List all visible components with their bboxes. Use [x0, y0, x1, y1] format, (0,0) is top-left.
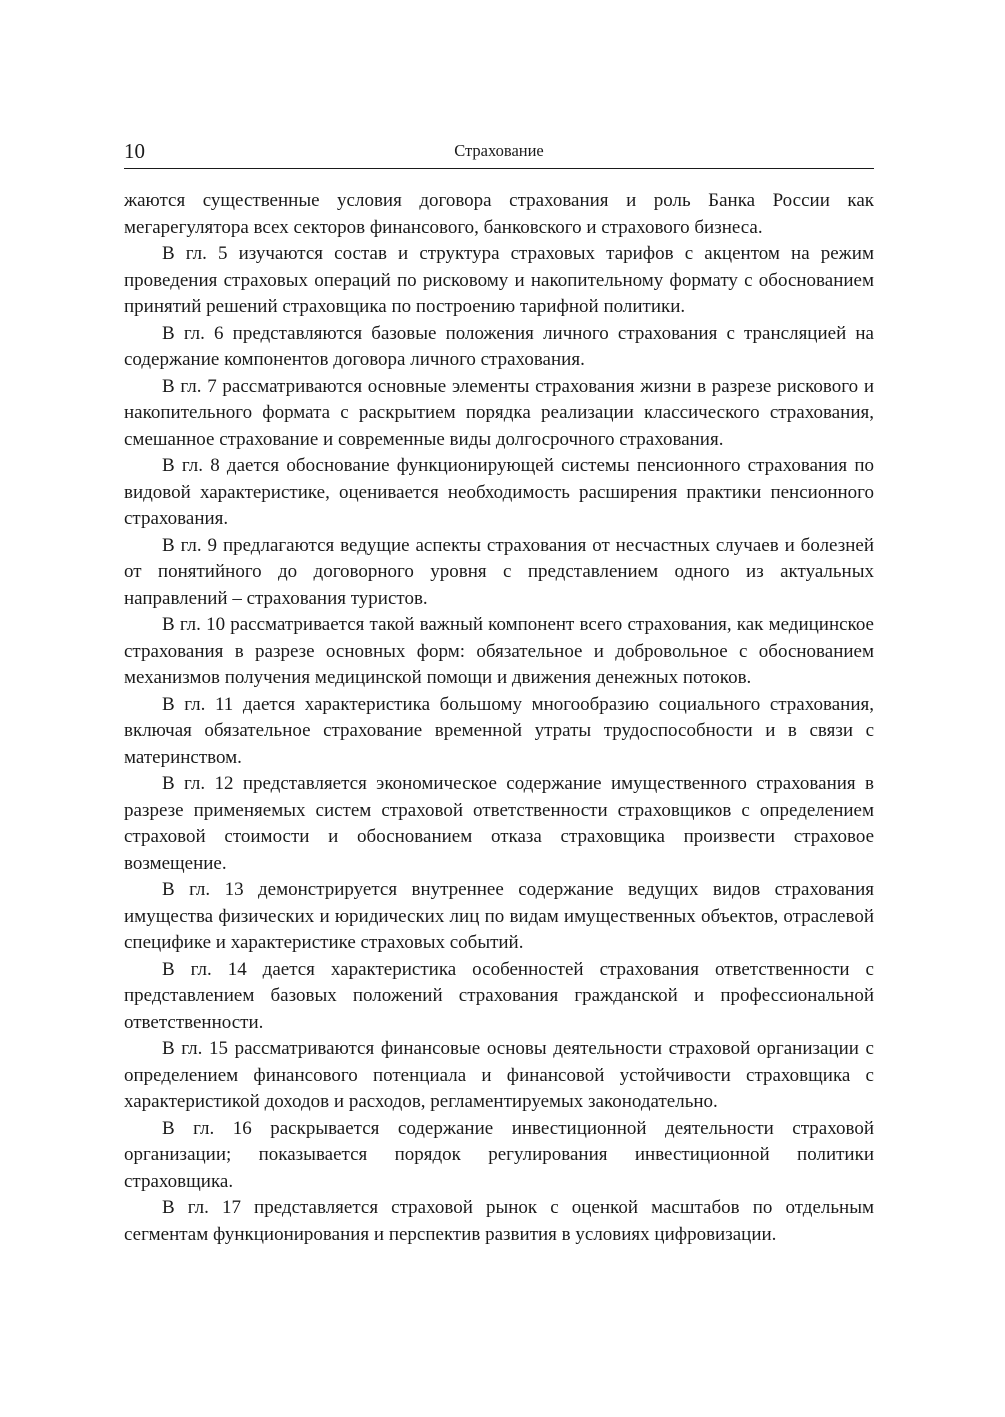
body-text: [124, 188, 874, 1248]
paragraph-chapter-5: В гл. 5 изучаются состав и структура страховых тарифов с акцентом на режим проведения страховых операций по рисковому и накопительному формату с обоснованием принятий решений страховщика по построению тарифной политики.: [124, 243, 874, 317]
paragraph-chapter-8: В гл. 8 дается обоснование функционирующей системы пенсионного страхования по видовой характеристике, оценивается необходимость расширения практики пенсионного страхования.: [124, 455, 874, 529]
paragraph-chapter-7: В гл. 7 рассматриваются основные элементы страхования жизни в разрезе рискового и накопительного формата с раскрытием порядка реализации классического страхования, смешанное страхование и современные виды долгосрочного страхования.: [124, 375, 874, 450]
paragraph-chapter-11: В гл. 11 дается характеристика большому многообразию социального страхования, включая обязательное страхование временной утраты трудоспособности и в связи с материнством.: [124, 693, 874, 768]
paragraph-chapter-13: В гл. 13 демонстрируется внутреннее содержание ведущих видов страхования имущества физических и юридических лиц по видам имущественных объектов, отраслевой специфике и характеристике страховых событий.: [124, 879, 874, 953]
paragraph-continuation: жаются существенные условия договора страхования и роль Банка России как мегарегулятора всех секторов финансового, банковского и страхового бизнеса.: [124, 190, 874, 238]
running-title: Страхование: [454, 141, 544, 160]
running-head: [124, 134, 874, 169]
paragraph-chapter-16: В гл. 16 раскрывается содержание инвестиционной деятельности страховой организации; показывается порядок регулирования инвестиционной политики страховщика.: [124, 1117, 874, 1192]
paragraph-chapter-9: В гл. 9 предлагаются ведущие аспекты страхования от несчастных случаев и болезней от понятийного до договорного уровня с представлением одного из актуальных направлений – страхования туристов.: [124, 534, 874, 609]
paragraph-chapter-12: В гл. 12 представляется экономическое содержание имущественного страхования в разрезе применяемых систем страховой ответственности страховщиков с определением страховой стоимости и обоснованием отказа страховщика произвести страховое возмещение.: [124, 773, 874, 874]
paragraph-chapter-15: В гл. 15 рассматриваются финансовые основы деятельности страховой организации с определением финансового потенциала и финансовой устойчивости страховщика с характеристикой доходов и расходов, регламентируемых законодательно.: [124, 1038, 874, 1112]
paragraph-chapter-10: В гл. 10 рассматривается такой важный компонент всего страхования, как медицинское страхования в разрезе основных форм: обязательное и добровольное с обоснованием механизмов получения медицинской помощи и движения денежных потоков.: [124, 614, 874, 688]
paragraph-chapter-6: В гл. 6 представляются базовые положения личного страхования с трансляцией на содержание компонентов договора личного страхования.: [124, 322, 874, 370]
paragraph-chapter-17: В гл. 17 представляется страховой рынок с оценкой масштабов по отдельным сегментам функционирования и перспектив развития в условиях цифровизации.: [124, 1197, 874, 1245]
page-number: 10: [124, 139, 145, 163]
book-page: [124, 134, 874, 1248]
paragraph-chapter-14: В гл. 14 дается характеристика особенностей страхования ответственности с представлением базовых положений страхования гражданской и профессиональной ответственности.: [124, 958, 874, 1033]
